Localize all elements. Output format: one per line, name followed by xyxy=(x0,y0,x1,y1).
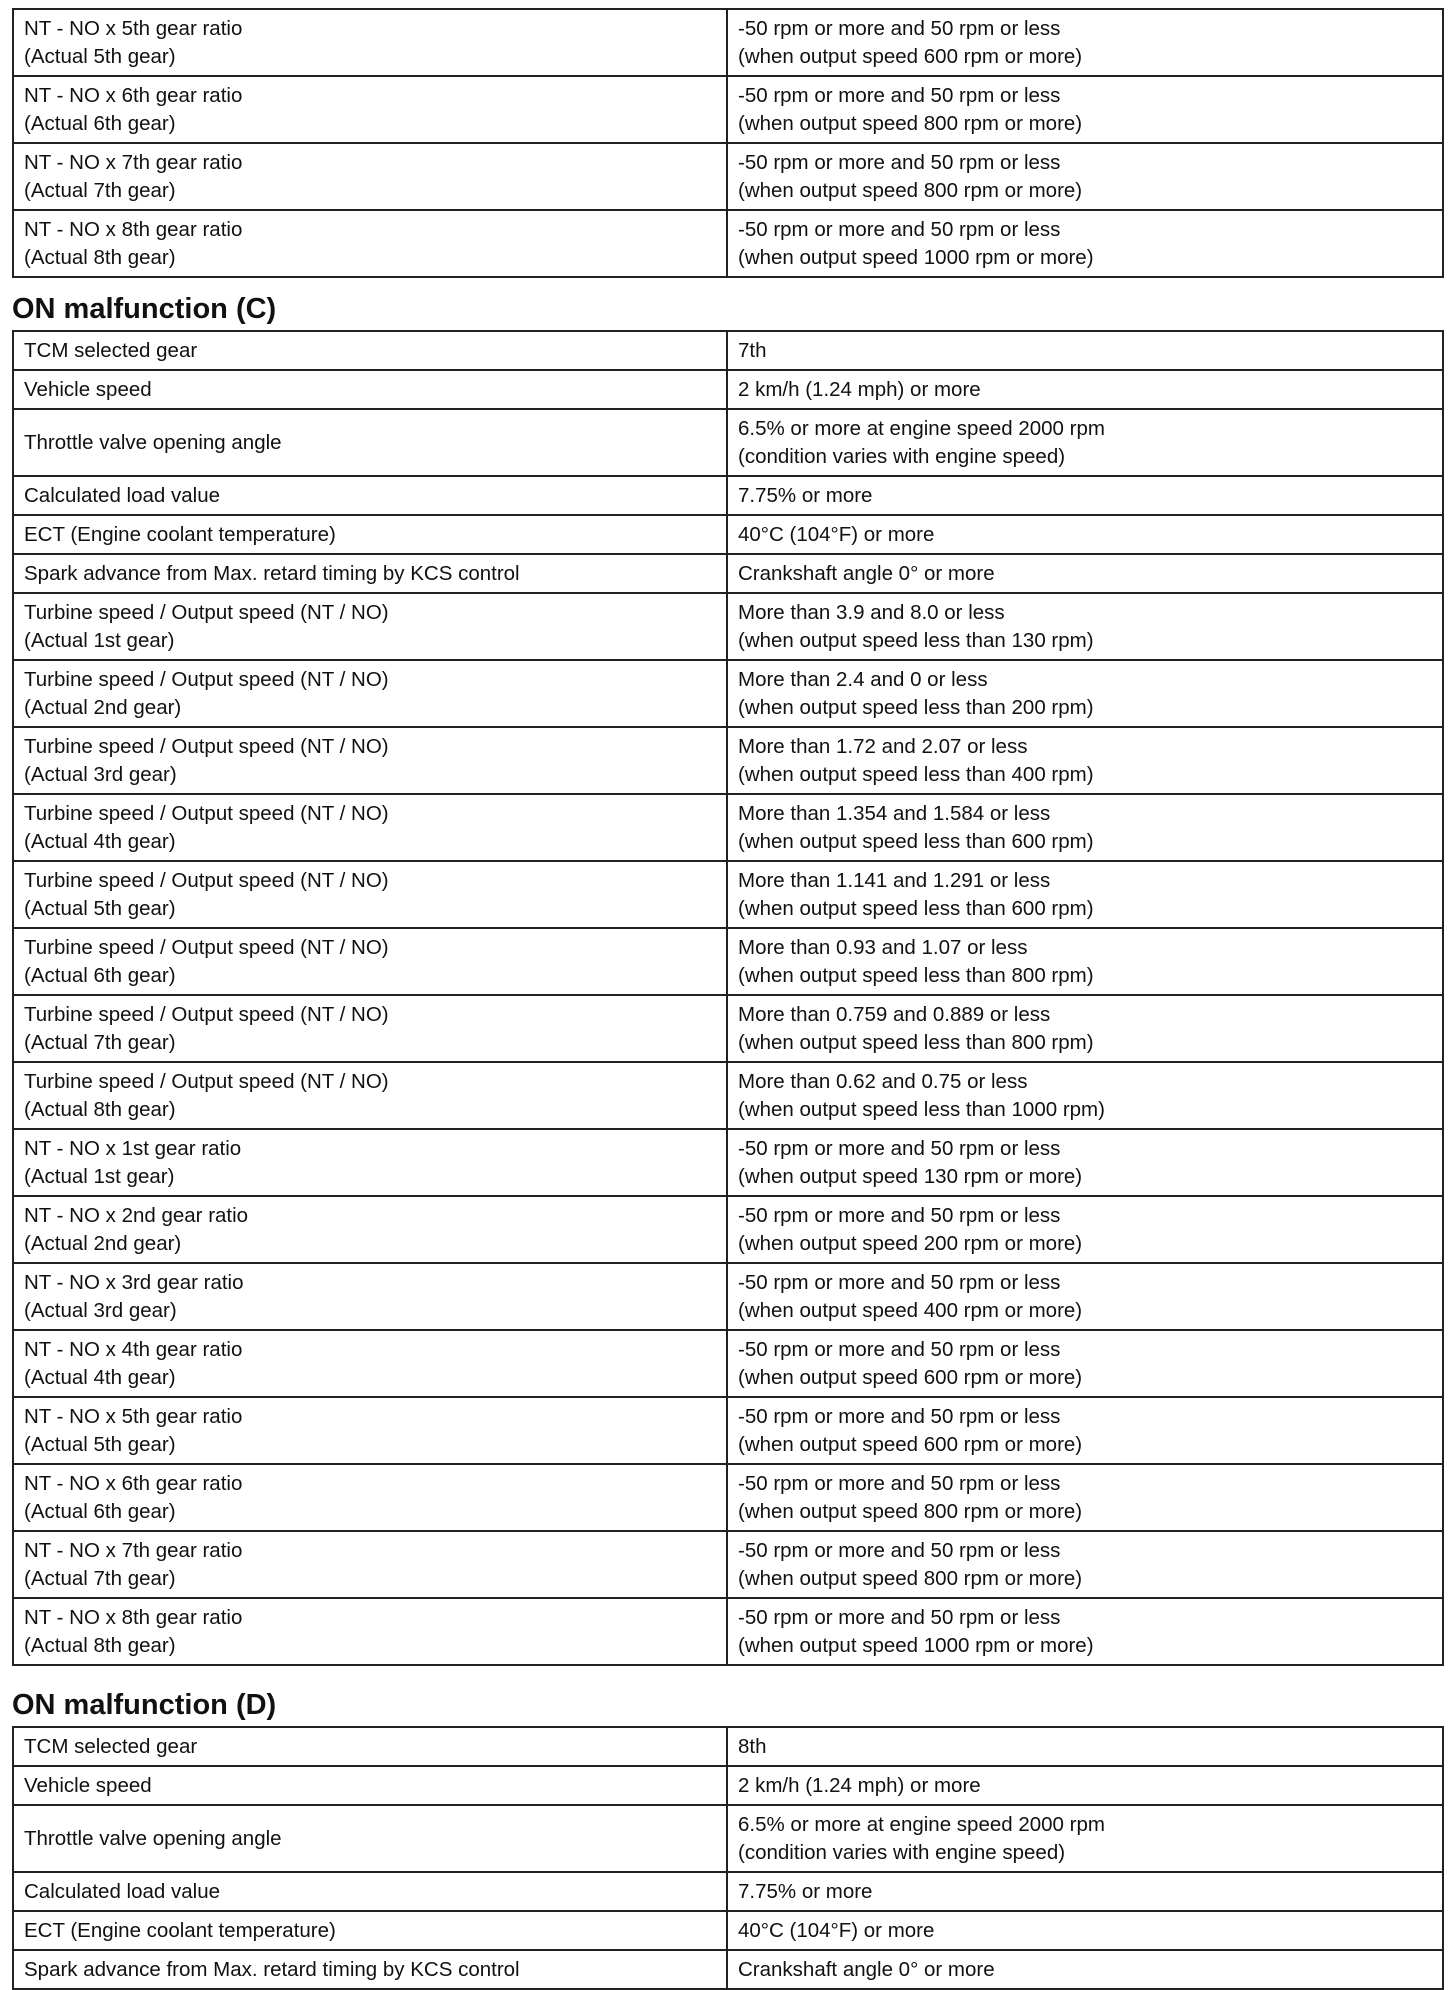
condition-item-cell: Throttle valve opening angle xyxy=(13,1805,727,1872)
condition-value-cell: More than 1.354 and 1.584 or less (when output speed less than 600 rpm) xyxy=(727,794,1443,861)
condition-value-cell: More than 1.72 and 2.07 or less (when output speed less than 400 rpm) xyxy=(727,727,1443,794)
condition-item-cell: Throttle valve opening angle xyxy=(13,409,727,476)
condition-table-d xyxy=(12,1726,1444,1990)
table-row xyxy=(13,1598,1443,1665)
condition-item-cell: NT - NO x 7th gear ratio (Actual 7th gear) xyxy=(13,1531,727,1598)
table-row xyxy=(13,1129,1443,1196)
table-row xyxy=(13,143,1443,210)
condition-item-cell: NT - NO x 4th gear ratio (Actual 4th gear) xyxy=(13,1330,727,1397)
condition-item-cell: TCM selected gear xyxy=(13,1727,727,1766)
condition-value-cell: -50 rpm or more and 50 rpm or less (when output speed 800 rpm or more) xyxy=(727,1464,1443,1531)
condition-value-cell: -50 rpm or more and 50 rpm or less (when output speed 800 rpm or more) xyxy=(727,76,1443,143)
condition-value-cell: -50 rpm or more and 50 rpm or less (when output speed 800 rpm or more) xyxy=(727,1531,1443,1598)
table-row xyxy=(13,1531,1443,1598)
condition-value-cell: 2 km/h (1.24 mph) or more xyxy=(727,1766,1443,1805)
condition-item-cell: Turbine speed / Output speed (NT / NO) (Actual 5th gear) xyxy=(13,861,727,928)
table-row xyxy=(13,861,1443,928)
condition-value-cell: 7th xyxy=(727,331,1443,370)
condition-value-cell: -50 rpm or more and 50 rpm or less (when output speed 130 rpm or more) xyxy=(727,1129,1443,1196)
condition-value-cell: More than 0.759 and 0.889 or less (when output speed less than 800 rpm) xyxy=(727,995,1443,1062)
condition-item-cell: ECT (Engine coolant temperature) xyxy=(13,1911,727,1950)
condition-item-cell: NT - NO x 1st gear ratio (Actual 1st gear) xyxy=(13,1129,727,1196)
condition-value-cell: 7.75% or more xyxy=(727,476,1443,515)
table-c-body xyxy=(13,331,1443,1665)
condition-item-cell: TCM selected gear xyxy=(13,331,727,370)
table-row xyxy=(13,928,1443,995)
condition-item-cell: NT - NO x 7th gear ratio (Actual 7th gear) xyxy=(13,143,727,210)
condition-value-cell: -50 rpm or more and 50 rpm or less (when output speed 600 rpm or more) xyxy=(727,1330,1443,1397)
condition-value-cell: Crankshaft angle 0° or more xyxy=(727,554,1443,593)
condition-item-cell: Turbine speed / Output speed (NT / NO) (Actual 8th gear) xyxy=(13,1062,727,1129)
table-row xyxy=(13,727,1443,794)
condition-item-cell: Calculated load value xyxy=(13,476,727,515)
table-row xyxy=(13,9,1443,76)
table-row xyxy=(13,1330,1443,1397)
table-row xyxy=(13,554,1443,593)
condition-value-cell: -50 rpm or more and 50 rpm or less (when output speed 600 rpm or more) xyxy=(727,9,1443,76)
condition-item-cell: Vehicle speed xyxy=(13,370,727,409)
condition-item-cell: Calculated load value xyxy=(13,1872,727,1911)
condition-value-cell: -50 rpm or more and 50 rpm or less (when output speed 600 rpm or more) xyxy=(727,1397,1443,1464)
condition-item-cell: Spark advance from Max. retard timing by KCS control xyxy=(13,554,727,593)
table-row xyxy=(13,593,1443,660)
table-row xyxy=(13,1196,1443,1263)
table-row xyxy=(13,1911,1443,1950)
condition-item-cell: NT - NO x 5th gear ratio (Actual 5th gear) xyxy=(13,1397,727,1464)
condition-item-cell: Turbine speed / Output speed (NT / NO) (Actual 6th gear) xyxy=(13,928,727,995)
condition-item-cell: Turbine speed / Output speed (NT / NO) (Actual 4th gear) xyxy=(13,794,727,861)
table-row xyxy=(13,331,1443,370)
table-row xyxy=(13,210,1443,277)
condition-value-cell: 6.5% or more at engine speed 2000 rpm (condition varies with engine speed) xyxy=(727,409,1443,476)
condition-value-cell: 8th xyxy=(727,1727,1443,1766)
condition-value-cell: -50 rpm or more and 50 rpm or less (when output speed 800 rpm or more) xyxy=(727,143,1443,210)
condition-value-cell: More than 2.4 and 0 or less (when output speed less than 200 rpm) xyxy=(727,660,1443,727)
condition-value-cell: -50 rpm or more and 50 rpm or less (when output speed 400 rpm or more) xyxy=(727,1263,1443,1330)
condition-value-cell: -50 rpm or more and 50 rpm or less (when output speed 1000 rpm or more) xyxy=(727,1598,1443,1665)
condition-item-cell: NT - NO x 6th gear ratio (Actual 6th gear) xyxy=(13,1464,727,1531)
condition-value-cell: -50 rpm or more and 50 rpm or less (when output speed 1000 rpm or more) xyxy=(727,210,1443,277)
condition-item-cell: ECT (Engine coolant temperature) xyxy=(13,515,727,554)
table-row xyxy=(13,1805,1443,1872)
table-row xyxy=(13,1727,1443,1766)
top-table-body xyxy=(13,9,1443,277)
condition-item-cell: Spark advance from Max. retard timing by KCS control xyxy=(13,1950,727,1989)
table-row xyxy=(13,1464,1443,1531)
table-row xyxy=(13,76,1443,143)
table-d-body xyxy=(13,1727,1443,1989)
condition-value-cell: 6.5% or more at engine speed 2000 rpm (condition varies with engine speed) xyxy=(727,1805,1443,1872)
top-condition-table xyxy=(12,8,1444,278)
table-row xyxy=(13,1397,1443,1464)
condition-item-cell: NT - NO x 5th gear ratio (Actual 5th gear) xyxy=(13,9,727,76)
condition-value-cell: 40°C (104°F) or more xyxy=(727,515,1443,554)
table-row xyxy=(13,1263,1443,1330)
condition-item-cell: Turbine speed / Output speed (NT / NO) (Actual 1st gear) xyxy=(13,593,727,660)
condition-item-cell: Turbine speed / Output speed (NT / NO) (Actual 7th gear) xyxy=(13,995,727,1062)
condition-value-cell: More than 0.62 and 0.75 or less (when output speed less than 1000 rpm) xyxy=(727,1062,1443,1129)
condition-value-cell: Crankshaft angle 0° or more xyxy=(727,1950,1443,1989)
section-title-d: ON malfunction (D) xyxy=(12,1689,277,1721)
condition-table-c xyxy=(12,330,1444,1666)
condition-item-cell: Vehicle speed xyxy=(13,1766,727,1805)
condition-item-cell: NT - NO x 3rd gear ratio (Actual 3rd gear) xyxy=(13,1263,727,1330)
table-row xyxy=(13,370,1443,409)
condition-value-cell: More than 3.9 and 8.0 or less (when output speed less than 130 rpm) xyxy=(727,593,1443,660)
condition-value-cell: More than 1.141 and 1.291 or less (when output speed less than 600 rpm) xyxy=(727,861,1443,928)
condition-value-cell: -50 rpm or more and 50 rpm or less (when output speed 200 rpm or more) xyxy=(727,1196,1443,1263)
table-row xyxy=(13,1872,1443,1911)
table-row xyxy=(13,995,1443,1062)
table-row xyxy=(13,1950,1443,1989)
table-row xyxy=(13,515,1443,554)
condition-item-cell: Turbine speed / Output speed (NT / NO) (Actual 3rd gear) xyxy=(13,727,727,794)
table-row xyxy=(13,660,1443,727)
table-row xyxy=(13,794,1443,861)
condition-item-cell: NT - NO x 8th gear ratio (Actual 8th gear) xyxy=(13,1598,727,1665)
table-row xyxy=(13,409,1443,476)
condition-item-cell: Turbine speed / Output speed (NT / NO) (Actual 2nd gear) xyxy=(13,660,727,727)
condition-item-cell: NT - NO x 6th gear ratio (Actual 6th gear) xyxy=(13,76,727,143)
table-row xyxy=(13,1766,1443,1805)
table-row xyxy=(13,476,1443,515)
condition-item-cell: NT - NO x 8th gear ratio (Actual 8th gear) xyxy=(13,210,727,277)
condition-value-cell: 7.75% or more xyxy=(727,1872,1443,1911)
section-title-c: ON malfunction (C) xyxy=(12,293,277,325)
condition-value-cell: 2 km/h (1.24 mph) or more xyxy=(727,370,1443,409)
condition-value-cell: More than 0.93 and 1.07 or less (when output speed less than 800 rpm) xyxy=(727,928,1443,995)
condition-item-cell: NT - NO x 2nd gear ratio (Actual 2nd gear) xyxy=(13,1196,727,1263)
table-row xyxy=(13,1062,1443,1129)
document-page xyxy=(12,8,1444,1990)
condition-value-cell: 40°C (104°F) or more xyxy=(727,1911,1443,1950)
